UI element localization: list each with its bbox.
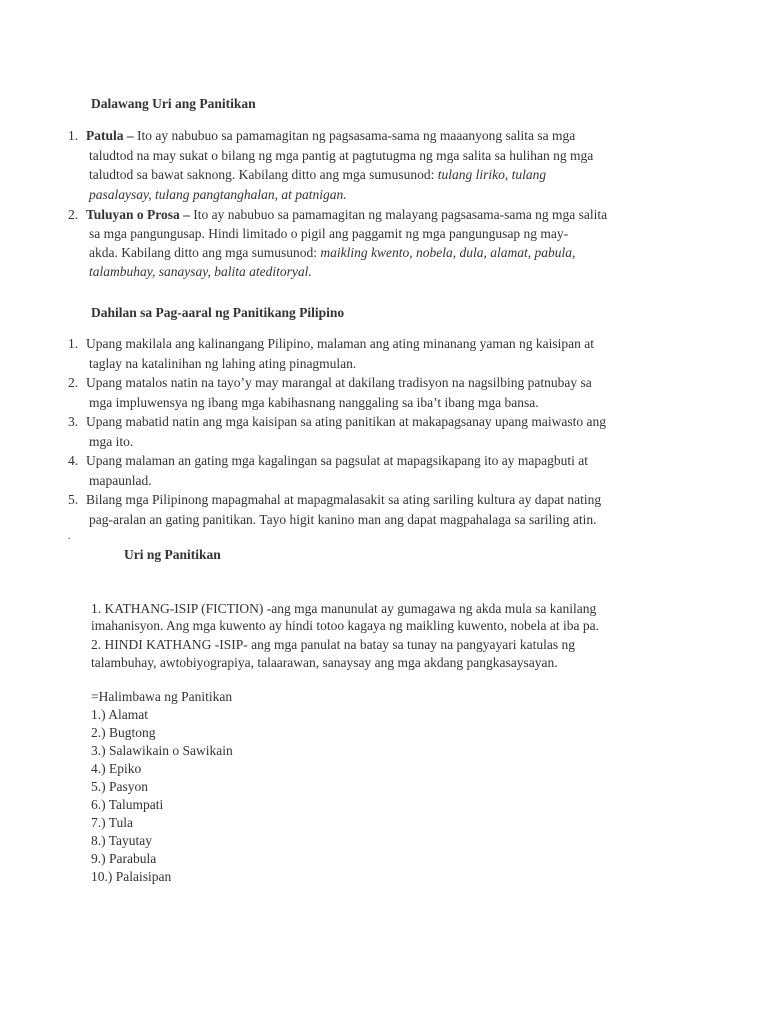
list-item-italic: talambuhay, sanaysay, balita	[89, 264, 250, 279]
paragraph-line: 2. HINDI KATHANG -ISIP- ang mga panulat na batay sa tunay na pangyayari katulas ng	[91, 637, 575, 652]
list-number: 2.	[68, 375, 79, 390]
term-patula: Patula –	[86, 128, 134, 143]
list-number: 3.	[68, 414, 79, 429]
list-item: 9.) Parabula	[91, 851, 157, 866]
list-item-line: pag-aralan an gating panitikan. Tayo higit kanino man ang dapat magpahalaga sa sariling atin.	[89, 512, 597, 527]
list-item-line: Upang mabatid natin ang mga kaisipan sa ating panitikan at makapagsanay upang maiwasto ang	[86, 414, 606, 429]
list-item: 6.) Talumpati	[91, 797, 164, 812]
list-item-line: Upang malaman an gating mga kagalingan sa pagsulat at mapagsikapang ito ay mapagbuti at	[86, 453, 588, 468]
list-item-line: Ito ay nabubuo sa pamamagitan ng malayang pagsasama-sama ng mga salita	[189, 207, 608, 222]
list-number: 5.	[68, 492, 79, 507]
list-number: 4.	[68, 453, 79, 468]
list-item-text	[86, 206, 607, 224]
list-item-italic: maikling kwento, nobela, dula, alamat, pabula,	[320, 245, 576, 260]
list-item-line: mapaunlad.	[89, 473, 152, 488]
list-item-line	[89, 263, 312, 281]
list-item-line: Bilang mga Pilipinong mapagmahal at mapagmalasakit sa ating sariling kultura ay dapat nating	[86, 492, 602, 507]
list-item-line: Ito ay nabubuo sa pamamagitan ng pagsasama-sama ng maaanyong salita sa mga	[133, 128, 576, 143]
list-item-line	[89, 244, 575, 262]
list-item: 2.) Bugtong	[91, 725, 156, 740]
section-title-dalawang-uri: Dalawang Uri ang Panitikan	[91, 96, 256, 111]
paragraph-line: talambuhay, awtobiyograpiya, talaarawan, sanaysay ang mga akdang pangkasaysayan.	[91, 655, 558, 670]
list-item: 4.) Epiko	[91, 761, 142, 776]
examples-title: =Halimbawa ng Panitikan	[91, 689, 233, 704]
paragraph-line: imahanisyon. Ang mga kuwento ay hindi totoo kagaya ng maikling kuwento, nobela at iba pa.	[91, 618, 600, 633]
list-item-line: sa mga pangungusap. Hindi limitado o pigil ang paggamit ng mga pangungusap ng may-	[89, 226, 569, 241]
section-title-uri: Uri ng Panitikan	[124, 547, 221, 562]
list-item-text: taludtod sa bawat saknong. Kabilang ditto ang mga sumusunod:	[89, 167, 438, 182]
list-item: 8.) Tayutay	[91, 833, 153, 848]
list-item-italic: tulang liriko, tulang	[437, 167, 547, 182]
list-item: 5.) Pasyon	[91, 779, 148, 794]
paragraph-line: 1. KATHANG-ISIP (FICTION) -ang mga manunulat ay gumagawa ng akda mula sa kanilang	[91, 601, 597, 616]
stray-dot: .	[68, 531, 71, 542]
list-item-text: akda. Kabilang ditto ang mga sumusunod:	[89, 245, 321, 260]
list-item-line: mga impluwensya ng ibang mga kabihasnang nanggaling sa iba’t ibang mga bansa.	[89, 395, 539, 410]
list-item-line: pasalaysay, tulang pangtanghalan, at patnigan.	[89, 187, 347, 202]
list-number: 2.	[68, 207, 79, 222]
term-tuluyan: Tuluyan o Prosa –	[86, 207, 190, 222]
list-item: 7.) Tula	[91, 815, 134, 830]
list-item-text	[86, 127, 575, 145]
list-item-line: Upang matalos natin na tayo’y may marangal at dakilang tradisyon na nagsilbing patnubay sa	[86, 375, 592, 390]
list-number: 1.	[68, 128, 79, 143]
list-item-line: mga ito.	[89, 434, 134, 449]
list-item-line: taglay na katalinihan ng lahing ating pinagmulan.	[89, 356, 357, 371]
list-item-line: taludtod na may sukat o bilang ng mga pantig at pagtutugma ng mga salita sa hulihan ng mga	[89, 148, 594, 163]
list-item: 1.) Alamat	[91, 707, 148, 722]
list-number: 1.	[68, 336, 79, 351]
list-item-line: Upang makilala ang kalinangang Pilipino, malaman ang ating minanang yaman ng kaisipan at	[86, 336, 594, 351]
list-item: 3.) Salawikain o Sawikain	[91, 743, 233, 758]
list-item-text: ateditoryal.	[249, 264, 312, 279]
list-item: 10.) Palaisipan	[91, 869, 172, 884]
list-item-line	[89, 166, 546, 184]
section-title-dahilan: Dahilan sa Pag-aaral ng Panitikang Pilipino	[91, 305, 345, 320]
